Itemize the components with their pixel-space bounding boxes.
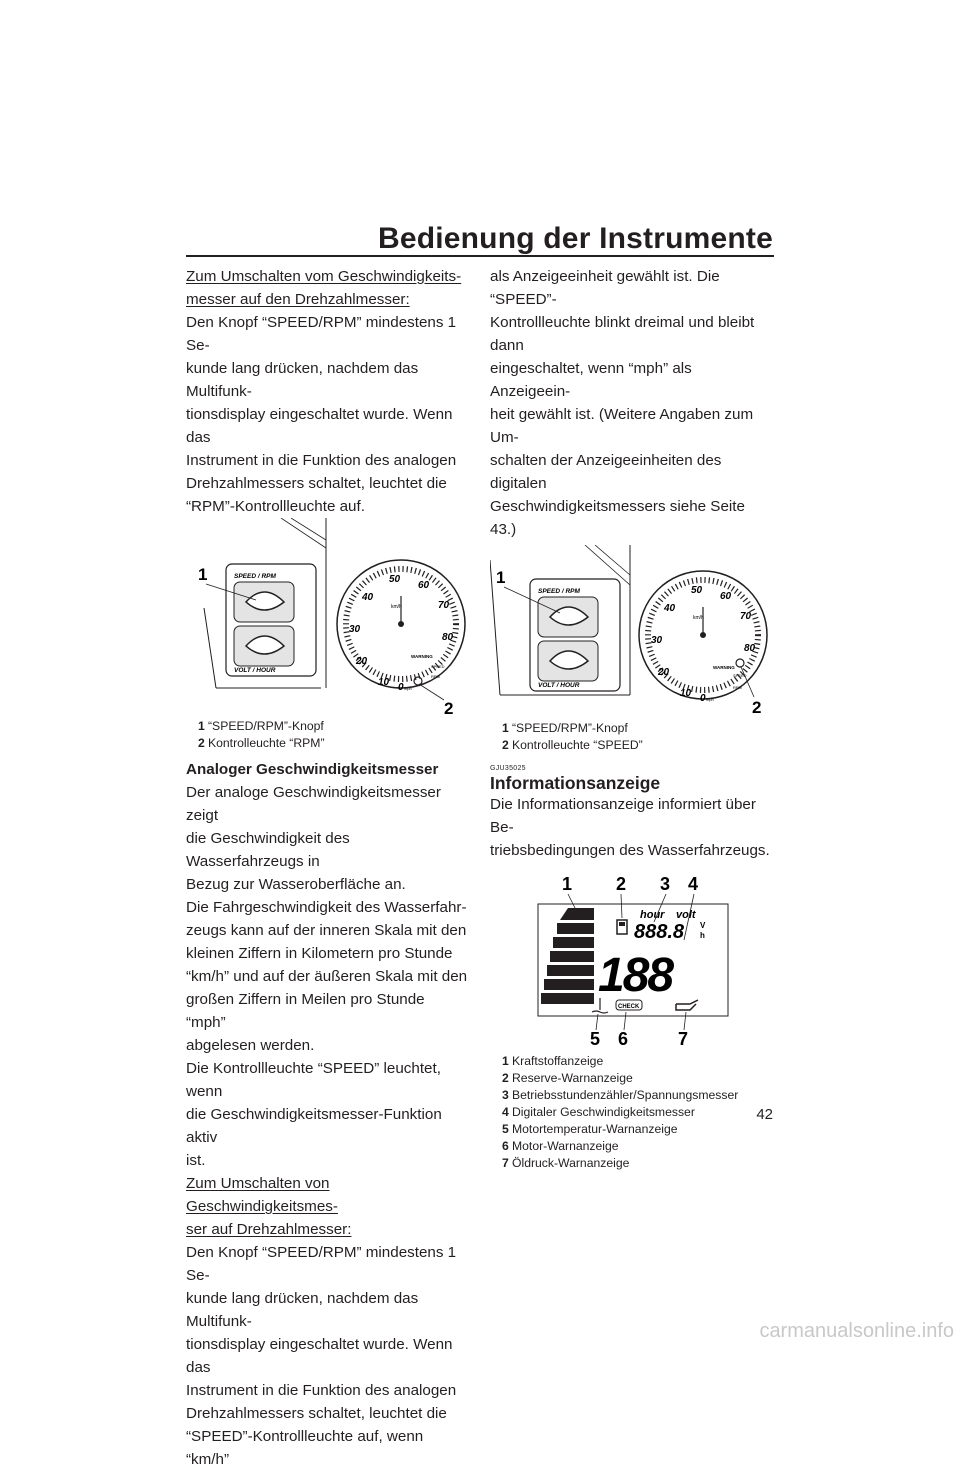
page-number: 42: [756, 1106, 773, 1123]
unit-mph: mph: [404, 686, 412, 691]
text-line: zeugs kann auf der inneren Skala mit den: [186, 922, 467, 939]
caption-item: [502, 1155, 772, 1172]
mph-tick: 50: [389, 574, 401, 585]
caption-number: 2: [502, 1071, 509, 1085]
caption-text: Kraftstoffanzeige: [512, 1054, 604, 1068]
unit-kmh: km/h: [693, 615, 704, 621]
text-line: die Geschwindigkeit des Wasserfahrzeugs in: [186, 830, 350, 870]
caption-text: “SPEED/RPM”-Knopf: [208, 719, 324, 733]
instrument-panel-illustration: [490, 545, 772, 720]
caption-number: 4: [502, 1105, 509, 1119]
mph-tick: 0: [398, 682, 404, 693]
text-line: Drehzahlmessers schaltet, leuchtet die: [186, 475, 447, 492]
callout-2: 2: [616, 874, 627, 894]
subheading-line: messer auf den Drehzahlmesser:: [186, 291, 410, 308]
subheading-speed-to-rpm: [186, 265, 468, 311]
caption-text: Motor-Warnanzeige: [512, 1139, 619, 1153]
mph-tick: 10: [680, 688, 692, 699]
text-line: triebsbedingungen des Wasserfahrzeugs.: [490, 842, 770, 859]
caption-text: Motortemperatur-Warnanzeige: [512, 1122, 678, 1136]
text-line: eingeschaltet, wenn “mph” als Anzeigeein-: [490, 360, 692, 400]
caption-text: Kontrolleuchte “SPEED”: [512, 738, 643, 752]
unit-h: h: [700, 931, 705, 940]
volt-label: volt: [676, 909, 696, 921]
mph-tick: 70: [740, 611, 752, 622]
caption-text: “SPEED/RPM”-Knopf: [512, 721, 628, 735]
text-line: als Anzeigeeinheit gewählt ist. Die “SPEED”-: [490, 268, 720, 308]
text-line: kunde lang drücken, nachdem das Multifunk-: [186, 360, 419, 400]
mph-tick: 60: [418, 580, 430, 591]
text-line: heit gewählt ist. (Weitere Angaben zum Um-: [490, 406, 754, 446]
paragraph-speed-lamp: [490, 265, 772, 541]
warning-label: WARNING: [411, 654, 433, 659]
text-line: “RPM”-Kontrollleuchte auf.: [186, 498, 365, 515]
caption-item: [502, 1087, 772, 1104]
callout-3: 3: [660, 874, 671, 894]
caption-number: 2: [198, 736, 205, 750]
text-line: kunde lang drücken, nachdem das Multifunk-: [186, 1290, 419, 1330]
text-line: Den Knopf “SPEED/RPM” mindestens 1 Se-: [186, 1244, 457, 1284]
caption-item: [502, 1138, 772, 1155]
figure-speed-indicator: [490, 545, 772, 720]
warning-label: WARNING: [713, 665, 735, 670]
caption-text: Digitaler Geschwindigkeitsmesser: [512, 1105, 695, 1119]
caption-item: [502, 1104, 772, 1121]
figure-caption-list: [186, 718, 468, 752]
title-rule: [186, 255, 774, 257]
caption-item: [502, 1070, 772, 1087]
paragraph-info-display: [490, 793, 772, 862]
section-title: Informationsanzeige: [490, 773, 661, 793]
text-line: tionsdisplay eingeschaltet wurde. Wenn das: [186, 1336, 453, 1376]
subheading-speed-to-rpm-2: [186, 1172, 468, 1241]
hour-volt-digits: 888.8: [634, 921, 685, 943]
button-label-speed-rpm: SPEED / RPM: [234, 573, 276, 580]
button-label-speed-rpm: SPEED / RPM: [538, 588, 580, 595]
text-line: Der analoge Geschwindigkeitsmesser zeigt: [186, 784, 441, 824]
mph-tick: 30: [349, 624, 361, 635]
caption-number: 1: [502, 721, 509, 735]
callout-2: 2: [444, 699, 454, 718]
left-column: [186, 265, 468, 1471]
figure-info-display: [490, 870, 772, 1053]
unit-mph: mph: [706, 697, 714, 702]
text-line: großen Ziffern in Meilen pro Stunde “mph”: [186, 991, 425, 1031]
mph-tick: 10: [378, 677, 390, 688]
caption-item: [502, 737, 772, 754]
caption-number: 7: [502, 1156, 509, 1170]
section-code: GJU35025: [490, 765, 526, 772]
text-line: Bezug zur Wasseroberfläche an.: [186, 876, 406, 893]
callout-1: 1: [198, 565, 208, 584]
paragraph-analog-speedometer: [186, 781, 468, 1172]
caption-text: Reserve-Warnanzeige: [512, 1071, 633, 1085]
mph-tick: 30: [651, 635, 663, 646]
mph-tick: 60: [720, 591, 732, 602]
rpm-label: RPM: [733, 685, 742, 690]
caption-number: 3: [502, 1088, 509, 1102]
text-line: Den Knopf “SPEED/RPM” mindestens 1 Se-: [186, 314, 457, 354]
callout-2: 2: [752, 698, 762, 717]
mph-tick: 40: [664, 603, 676, 614]
text-line: kleinen Ziffern in Kilometern pro Stunde: [186, 945, 453, 962]
text-line: Kontrollleuchte blinkt dreimal und bleibt dann: [490, 314, 755, 354]
check-label: CHECK: [618, 1004, 640, 1010]
mph-tick: 80: [442, 632, 454, 643]
mph-tick: 20: [658, 667, 670, 678]
rpm-label: RPM: [431, 674, 440, 679]
text-line: Instrument in die Funktion des analogen: [186, 1382, 457, 1399]
text-line: “SPEED”-Kontrollleuchte auf, wenn “km/h”: [186, 1428, 424, 1468]
callout-4: 4: [688, 874, 699, 894]
lcd-display-illustration: [490, 870, 772, 1053]
text-line: Die Informationsanzeige informiert über Be-: [490, 796, 756, 836]
page-title: Bedienung der Instrumente: [377, 222, 773, 255]
caption-item: [502, 1121, 772, 1138]
unit-kmh: km/h: [391, 604, 402, 610]
caption-number: 1: [198, 719, 205, 733]
caption-text: Kontrolleuchte “RPM”: [208, 736, 325, 750]
right-column: [490, 265, 772, 1172]
figure-caption-list: [490, 720, 772, 754]
callout-6: 6: [618, 1029, 629, 1049]
caption-number: 2: [502, 738, 509, 752]
caption-number: 5: [502, 1122, 509, 1136]
text-line: Drehzahlmessers schaltet, leuchtet die: [186, 1405, 447, 1422]
mph-tick: 80: [744, 643, 756, 654]
caption-text: Betriebsstundenzähler/Spannungsmesser: [512, 1088, 739, 1102]
text-line: Die Kontrollleuchte “SPEED” leuchtet, wenn: [186, 1060, 441, 1100]
mph-tick: 50: [691, 585, 703, 596]
callout-7: 7: [678, 1029, 689, 1049]
footer-watermark[interactable]: carmanualsonline.info: [759, 1320, 954, 1342]
callout-1: 1: [496, 568, 506, 587]
mph-tick: 20: [356, 656, 368, 667]
text-line: Instrument in die Funktion des analogen: [186, 452, 457, 469]
callout-5: 5: [590, 1029, 601, 1049]
unit-v: V: [700, 921, 706, 930]
text-line: schalten der Anzeigeeinheiten des digitalen: [490, 452, 722, 492]
text-line: Die Fahrgeschwindigkeit des Wasserfahr-: [186, 899, 467, 916]
caption-text: Öldruck-Warnanzeige: [512, 1156, 630, 1170]
button-label-volt-hour: VOLT / HOUR: [538, 682, 580, 689]
mph-tick: 70: [438, 600, 450, 611]
text-line: Geschwindigkeitsmessers siehe Seite 43.): [490, 498, 745, 538]
speed-digits: 188: [598, 949, 673, 1002]
text-line: “km/h” und auf der äußeren Skala mit den: [186, 968, 468, 985]
subheading-line: ser auf Drehzahlmesser:: [186, 1221, 352, 1238]
speed-label: SPEED: [431, 664, 445, 669]
text-line: ist.: [186, 1152, 206, 1169]
mph-tick: 40: [362, 592, 374, 603]
paragraph-switch-rpm: [186, 311, 468, 518]
caption-item: [198, 735, 468, 752]
subheading-line: Zum Umschalten vom Geschwindigkeits-: [186, 268, 462, 285]
instrument-panel-illustration: [186, 518, 468, 718]
figure-rpm-indicator: [186, 518, 468, 718]
figure-caption-list: [490, 1053, 772, 1172]
paragraph-switch-speed: [186, 1241, 468, 1471]
text-line: tionsdisplay eingeschaltet wurde. Wenn das: [186, 406, 453, 446]
caption-item: [502, 720, 772, 737]
heading-analog-speedometer: Analoger Geschwindigkeitsmesser: [186, 761, 439, 778]
callout-1: 1: [562, 874, 573, 894]
caption-item: [502, 1053, 772, 1070]
caption-number: 6: [502, 1139, 509, 1153]
text-line: abgelesen werden.: [186, 1037, 315, 1054]
caption-number: 1: [502, 1054, 509, 1068]
text-line: die Geschwindigkeitsmesser-Funktion aktiv: [186, 1106, 442, 1146]
hour-label: hour: [640, 909, 665, 921]
caption-item: [198, 718, 468, 735]
subheading-line: Zum Umschalten von Geschwindigkeitsmes-: [186, 1175, 338, 1215]
speed-label: SPEED: [733, 673, 747, 678]
mph-tick: 0: [700, 693, 706, 704]
button-label-volt-hour: VOLT / HOUR: [234, 667, 276, 674]
